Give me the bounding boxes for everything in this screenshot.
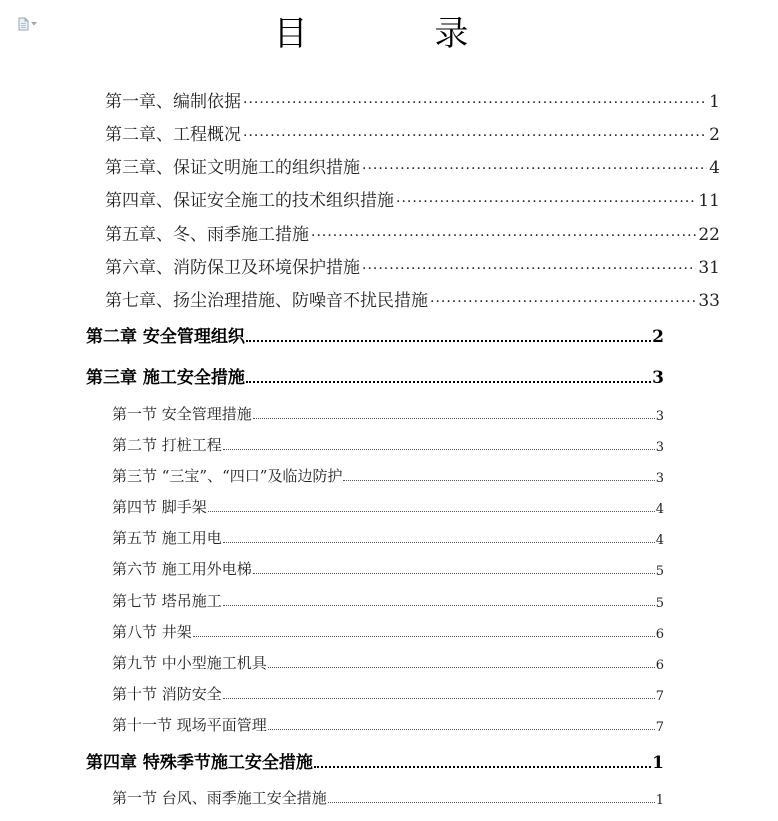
toc-chapter-page: 3 — [652, 368, 664, 388]
toc-section[interactable] — [112, 495, 664, 517]
toc-section[interactable] — [112, 557, 664, 579]
dot-leader — [343, 480, 654, 481]
dot-leader — [208, 511, 655, 512]
toc-section[interactable] — [112, 713, 664, 735]
dot-leader — [314, 766, 651, 768]
toc-section-page: 6 — [655, 658, 664, 673]
toc-chapter-page: 2 — [652, 327, 664, 347]
toc-section-page: 3 — [655, 471, 664, 486]
toc-chapter-label: 第二章 安全管理组织 — [86, 327, 245, 347]
toc-chapter-page: 1 — [652, 753, 664, 773]
toc-section-page: 5 — [655, 596, 664, 611]
dot-leader — [246, 340, 651, 342]
dot-leader — [253, 573, 655, 574]
toc-section-page: 3 — [655, 409, 664, 424]
toc-section-label: 第九节 中小型施工机具 — [112, 654, 267, 672]
toc-chapter-label: 第四章 特殊季节施工安全措施 — [86, 753, 313, 773]
toc-section-page: 5 — [655, 564, 664, 579]
toc-section[interactable] — [112, 589, 664, 611]
toc-entry-page: 4 — [709, 158, 720, 178]
dot-leader — [311, 225, 696, 245]
dot-leader — [396, 191, 696, 211]
toc-section-page: 7 — [655, 720, 664, 735]
dot-leader — [362, 158, 707, 178]
dot-leader — [268, 729, 655, 730]
toc-chapter[interactable] — [86, 364, 664, 388]
dot-leader — [362, 258, 696, 278]
toc-entry[interactable] — [105, 121, 720, 145]
dot-leader — [223, 605, 655, 606]
toc-entry-label: 第五章、冬、雨季施工措施 — [105, 225, 309, 245]
toc-section[interactable] — [112, 464, 664, 486]
dot-leader — [223, 698, 655, 699]
toc-section-label: 第四节 脚手架 — [112, 498, 207, 516]
toc-section-label: 第二节 打桩工程 — [112, 436, 222, 454]
toc-entry-label: 第三章、保证文明施工的组织措施 — [105, 158, 360, 178]
toc-section[interactable] — [112, 620, 664, 642]
toc-section-label: 第三节 “三宝”、“四口”及临边防护 — [112, 467, 343, 485]
toc-section[interactable] — [112, 433, 664, 455]
dot-leader — [430, 291, 696, 311]
toc-entry[interactable] — [105, 154, 720, 178]
toc-section-page: 4 — [655, 533, 664, 548]
toc-entry-label: 第二章、工程概况 — [105, 125, 241, 145]
dot-leader — [328, 802, 655, 803]
toc-entry-page: 1 — [709, 92, 720, 112]
toc-section-label: 第一节 安全管理措施 — [112, 405, 252, 423]
toc-entry[interactable] — [105, 221, 720, 245]
toc-section[interactable] — [112, 526, 664, 548]
toc-section[interactable] — [112, 402, 664, 424]
dot-leader — [223, 542, 655, 543]
toc-chapter[interactable] — [86, 323, 664, 347]
dot-leader — [193, 636, 655, 637]
toc-section[interactable] — [112, 651, 664, 673]
toc-entry-label: 第七章、扬尘治理措施、防噪音不扰民措施 — [105, 291, 428, 311]
toc-section-page: 4 — [655, 502, 664, 517]
toc-section-page: 3 — [655, 440, 664, 455]
dot-leader — [253, 418, 655, 419]
toc-section-label: 第一节 台风、雨季施工安全措施 — [112, 789, 327, 807]
toc-section[interactable] — [112, 682, 664, 704]
toc-entry-page: 11 — [698, 191, 720, 211]
toc-section-label: 第八节 井架 — [112, 623, 192, 641]
toc-entry[interactable] — [105, 254, 720, 278]
toc-entry-page: 2 — [709, 125, 720, 145]
toc-entry-label: 第六章、消防保卫及环境保护措施 — [105, 258, 360, 278]
toc-section-label: 第七节 塔吊施工 — [112, 592, 222, 610]
toc-entry-page: 22 — [698, 225, 720, 245]
toc-section-label: 第五节 施工用电 — [112, 529, 222, 547]
toc-section-label: 第十节 消防安全 — [112, 685, 222, 703]
dot-leader — [246, 381, 651, 383]
toc-entry-page: 33 — [698, 291, 720, 311]
toc-section-label: 第六节 施工用外电梯 — [112, 560, 252, 578]
toc-entry[interactable] — [105, 88, 720, 112]
toc-entry[interactable] — [105, 287, 720, 311]
toc-entry-page: 31 — [698, 258, 720, 278]
toc-section-page: 1 — [655, 793, 664, 808]
toc-section[interactable] — [112, 786, 664, 808]
toc-chapter[interactable] — [86, 749, 664, 773]
dot-leader — [223, 449, 655, 450]
toc-chapter-label: 第三章 施工安全措施 — [86, 368, 245, 388]
toc-entry[interactable] — [105, 187, 720, 211]
toc-entry-label: 第一章、编制依据 — [105, 92, 241, 112]
dot-leader — [243, 92, 707, 112]
toc-section-page: 7 — [655, 689, 664, 704]
dot-leader — [268, 667, 655, 668]
page-title: 目 录 — [273, 14, 527, 54]
dot-leader — [243, 125, 707, 145]
toc-section-page: 6 — [655, 627, 664, 642]
toc-entry-label: 第四章、保证安全施工的技术组织措施 — [105, 191, 394, 211]
toc-section-label: 第十一节 现场平面管理 — [112, 716, 267, 734]
